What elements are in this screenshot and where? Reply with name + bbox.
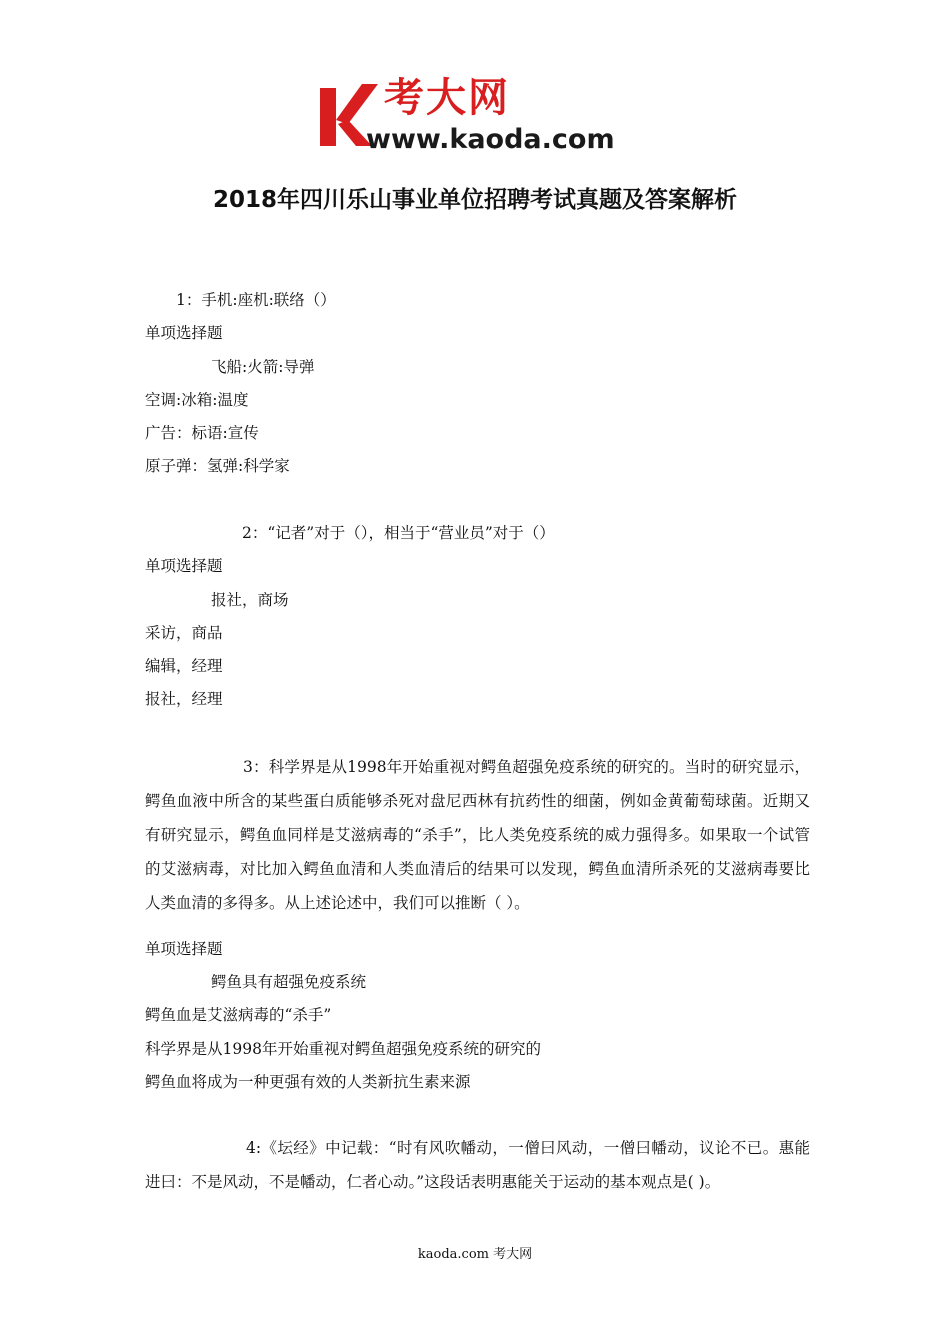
question-3-option-d: 鳄鱼血将成为一种更强有效的人类新抗生素来源 [145,1073,471,1091]
page-footer: kaoda.com 考大网 [417,1247,533,1262]
question-2-option-c: 编辑，经理 [145,657,223,675]
question-3-option-c: 科学界是从1998年开始重视对鳄鱼超强免疫系统的研究的 [145,1040,541,1058]
question-2-stem: 2：“记者”对于（），相当于“营业员”对于（） [242,524,555,542]
question-3-option-a: 鳄鱼具有超强免疫系统 [211,973,367,991]
question-2-option-d: 报社，经理 [145,690,223,708]
question-1-stem: 1：手机:座机:联络（） [176,291,336,309]
question-3-stem: 3：科学界是从1998年开始重视对鳄鱼超强免疫系统的研究的。当时的研究显示，鳄鱼血液中所含的某些蛋白质能够杀死对盘尼西林有抗药性的细菌，例如金黄葡萄球菌。近期又有研究显示，鳄鱼血同样是艾滋病毒的“杀手”，比人类免疫系统的威力强得多。如果取一个试管的艾滋病毒，对比加入鳄鱼血清和人类血清后的结果可以发现，鳄鱼血清所杀死的艾滋病毒要比人类血清的多得多。从上述论述中，我们可以推断（ ）。 [145,758,810,912]
logo-brand-cn: 考大网 [384,75,510,121]
question-1-option-a: 飞船:火箭:导弹 [211,358,315,376]
question-2-option-b: 采访，商品 [145,624,223,642]
question-4-stem: 4:《坛经》中记载：“时有风吹幡动，一僧曰风动，一僧曰幡动，议论不已。惠能进曰：不是风动，不是幡动，仁者心动。”这段话表明惠能关于运动的基本观点是( )。 [145,1139,810,1191]
kaoda-logo [318,75,638,158]
question-1-type: 单项选择题 [145,324,223,342]
question-1-option-d: 原子弹：氢弹:科学家 [145,457,290,475]
question-3-option-b: 鳄鱼血是艾滋病毒的“杀手” [145,1006,332,1024]
question-1-option-b: 空调:冰箱:温度 [145,391,249,409]
question-2-type: 单项选择题 [145,557,223,575]
document-title: 2018年四川乐山事业单位招聘考试真题及答案解析 [212,187,737,213]
question-2-option-a: 报社，商场 [211,591,289,609]
question-1-option-c: 广告：标语:宣传 [145,424,259,442]
logo-url: www.kaoda.com [366,124,615,155]
question-3-type: 单项选择题 [145,940,223,958]
